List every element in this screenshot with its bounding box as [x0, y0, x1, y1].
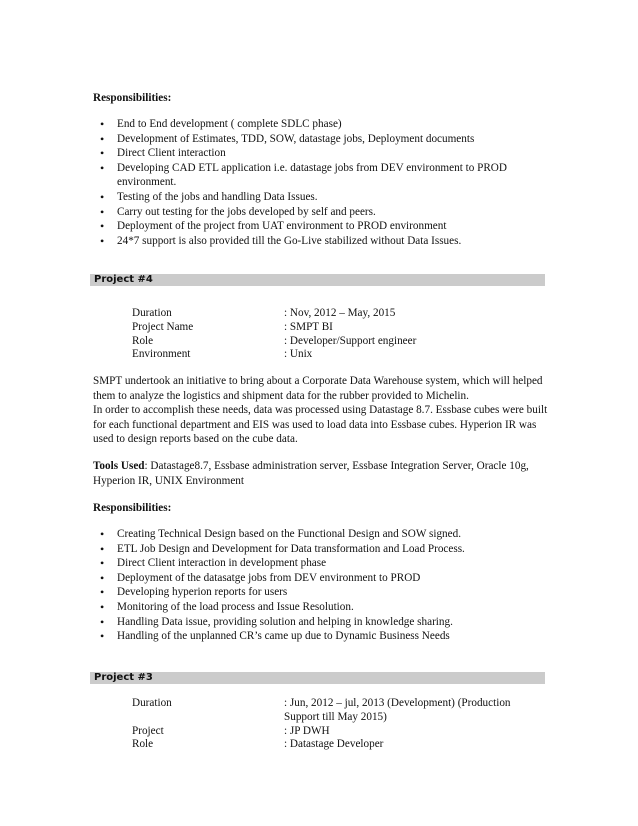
- responsibilities-list: [100, 117, 540, 248]
- list-item: • Handling Data issue, providing solution and helping in knowledge sharing.: [100, 615, 540, 630]
- description-paragraph: In order to accomplish these needs, data was processed using Datastage 8.7. Essbase cubes were built for each functional department and EIS was used to load data into Essbase cubes. Hyperion IR was used to design reports based on the cube data.: [93, 404, 548, 445]
- project-4-responsibilities: [100, 527, 540, 644]
- detail-value: : Nov, 2012 – May, 2015: [284, 307, 396, 319]
- list-item: • Development of Estimates, TDD, SOW, datastage jobs, Deployment documents: [100, 132, 540, 147]
- detail-label: Project: [132, 724, 164, 737]
- detail-label: Environment: [132, 348, 191, 361]
- detail-row: [132, 307, 542, 321]
- project-3-details: [132, 697, 542, 752]
- list-item: • Deployment of the project from UAT environment to PROD environment: [100, 219, 540, 234]
- list-item: • Deployment of the datasatge jobs from DEV environment to PROD: [100, 571, 540, 586]
- tools-used: [93, 459, 548, 488]
- detail-row: [132, 725, 542, 739]
- detail-row: [132, 348, 542, 362]
- detail-value: : Datastage Developer: [284, 738, 384, 751]
- project-4-title: Project #4: [94, 274, 153, 285]
- list-item: • Creating Technical Design based on the Functional Design and SOW signed.: [100, 527, 540, 542]
- detail-row: [132, 321, 542, 335]
- detail-label: Role: [132, 334, 154, 347]
- detail-label: Duration: [132, 307, 172, 319]
- project-4-header: [90, 274, 545, 286]
- project-4-details: [132, 307, 542, 362]
- detail-label: Duration: [132, 697, 172, 709]
- list-item: • 24*7 support is also provided till the Go-Live stabilized without Data Issues.: [100, 234, 540, 249]
- project-3-title: Project #3: [94, 672, 153, 683]
- detail-label: Project Name: [132, 320, 194, 333]
- list-item: • Developing CAD ETL application i.e. datastage jobs from DEV environment to PROD environment.: [100, 161, 540, 190]
- list-item: • Developing hyperion reports for users: [100, 585, 540, 600]
- detail-value: : JP DWH: [284, 724, 330, 737]
- description-paragraph: SMPT undertook an initiative to bring about a Corporate Data Warehouse system, which will helped them to analyze the logistics and shipment data for the rubber provided to Michelin.: [93, 375, 543, 402]
- project-3-header: [90, 672, 545, 684]
- detail-value: : Unix: [284, 348, 313, 361]
- responsibilities-heading: Responsibilities:: [93, 502, 172, 514]
- list-item: • Handling of the unplanned CR’s came up due to Dynamic Business Needs: [100, 629, 540, 644]
- list-item: • End to End development ( complete SDLC phase): [100, 117, 540, 132]
- project-4-description: [93, 374, 548, 447]
- detail-row: [132, 335, 542, 349]
- detail-row: [132, 697, 542, 725]
- list-item: • ETL Job Design and Development for Data transformation and Load Process.: [100, 542, 540, 557]
- list-item: • Carry out testing for the jobs developed by self and peers.: [100, 205, 540, 220]
- list-item: • Direct Client interaction in development phase: [100, 556, 540, 571]
- detail-value: : Developer/Support engineer: [284, 334, 417, 347]
- list-item: • Monitoring of the load process and Issue Resolution.: [100, 600, 540, 615]
- tools-text: : Datastage8.7, Essbase administration server, Essbase Integration Server, Oracle 10g, Hyperion IR, UNIX Environment: [93, 460, 529, 487]
- detail-value: : Jun, 2012 – jul, 2013 (Development) (Production Support till May 2015): [284, 697, 511, 723]
- list-item: • Testing of the jobs and handling Data Issues.: [100, 190, 540, 205]
- detail-row: [132, 738, 542, 752]
- detail-value: : SMPT BI: [284, 320, 333, 333]
- tools-label: Tools Used: [93, 460, 145, 472]
- list-item: • Direct Client interaction: [100, 146, 540, 161]
- responsibilities-heading: Responsibilities:: [93, 92, 172, 104]
- detail-label: Role: [132, 738, 154, 751]
